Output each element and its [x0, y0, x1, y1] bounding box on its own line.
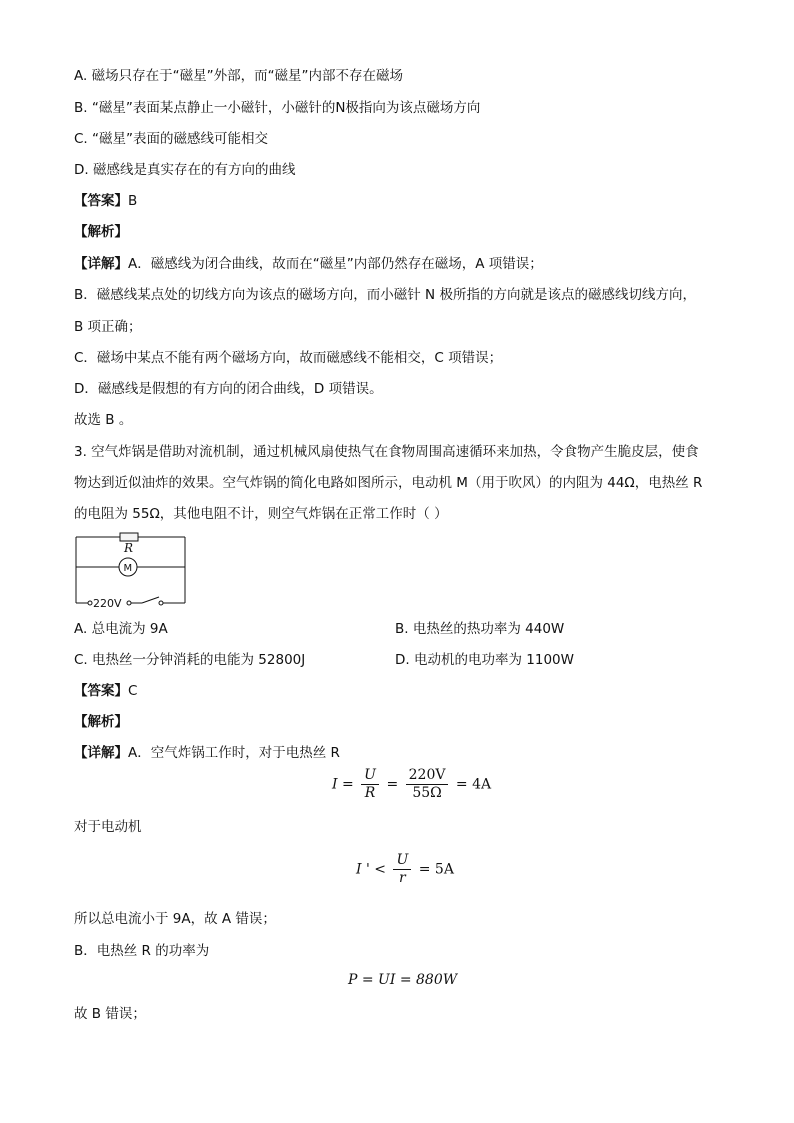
conclusion-a: 所以总电流小于 9A，故 A 错误； — [74, 911, 276, 927]
equation-current-motor: I ' < $\frac{U}{r}$ = 5A — [356, 852, 454, 886]
answer-value: B — [128, 193, 138, 209]
detail-line: D．磁感线是假想的有方向的闭合曲线，D 项错误。 — [74, 381, 383, 397]
question-stem-line: 3. 空气炸锅是借助对流机制，通过机械风扇使热气在食物周围高速循环来加热，令食物产生脆皮层，使食 — [74, 444, 699, 460]
question-stem-line: 物达到近似油炸的效果。空气炸锅的简化电路如图所示，电动机 M（用于吹风）的内阻为 44Ω，电热丝 R — [74, 475, 703, 491]
resistor-symbol — [120, 533, 138, 541]
part-b-intro: B．电热丝 R 的功率为 — [74, 943, 210, 959]
detail-tag: 【详解】 — [74, 745, 128, 761]
detail-row-prev — [74, 255, 543, 273]
answer-row-prev — [74, 192, 137, 210]
voltage-label: 220V — [93, 597, 122, 610]
answer-tag: 【答案】 — [74, 193, 128, 209]
detail-line: A．空气炸锅工作时，对于电热丝 R — [128, 745, 340, 761]
option-a-prev: A. 磁场只存在于“磁星”外部，而“磁星”内部不存在磁场 — [74, 68, 404, 84]
detail-line: C．磁场中某点不能有两个磁场方向，故而磁感线不能相交，C 项错误； — [74, 350, 503, 366]
resistor-label: R — [124, 541, 134, 555]
option-b-prev: B. “磁星”表面某点静止一小磁针，小磁针的N极指向为该点磁场方向 — [74, 100, 481, 116]
analysis-tag-prev: 【解析】 — [74, 224, 128, 240]
analysis-tag: 【解析】 — [74, 714, 128, 730]
detail-tag: 【详解】 — [74, 256, 128, 272]
motor-label: M — [123, 563, 133, 574]
option-b: B. 电热丝的热功率为 440W — [395, 621, 565, 637]
option-d: D. 电动机的电功率为 1100W — [395, 652, 574, 668]
conclusion-b: 故 B 错误； — [74, 1006, 146, 1022]
equation-current-resistor: I = $\frac{U}{R}$ = $\frac{220V}{55\Omega}$ = 4A — [332, 767, 492, 801]
detail-row — [74, 744, 340, 762]
option-c-prev: C. “磁星”表面的磁感线可能相交 — [74, 131, 268, 147]
answer-row — [74, 682, 137, 700]
detail-line: A．磁感线为闭合曲线，故而在“磁星”内部仍然存在磁场，A 项错误； — [128, 256, 543, 272]
motor-intro: 对于电动机 — [74, 819, 142, 835]
option-a: A. 总电流为 9A — [74, 621, 168, 637]
option-c: C. 电热丝一分钟消耗的电能为 52800J — [74, 652, 306, 668]
question-stem-line: 的电阻为 55Ω，其他电阻不计，则空气炸锅在正常工作时（ ） — [74, 506, 448, 522]
answer-value: C — [128, 683, 138, 699]
equation-power: P = UI = 880W — [348, 972, 458, 988]
conclusion-line: 故选 B 。 — [74, 412, 133, 428]
answer-tag: 【答案】 — [74, 683, 128, 699]
circuit-diagram — [72, 532, 190, 610]
option-d-prev: D. 磁感线是真实存在的有方向的曲线 — [74, 162, 296, 178]
detail-line: B．磁感线某点处的切线方向为该点的磁场方向，而小磁针 N 极所指的方向就是该点的磁感线切线方向， — [74, 287, 696, 303]
detail-line: B 项正确； — [74, 319, 142, 335]
